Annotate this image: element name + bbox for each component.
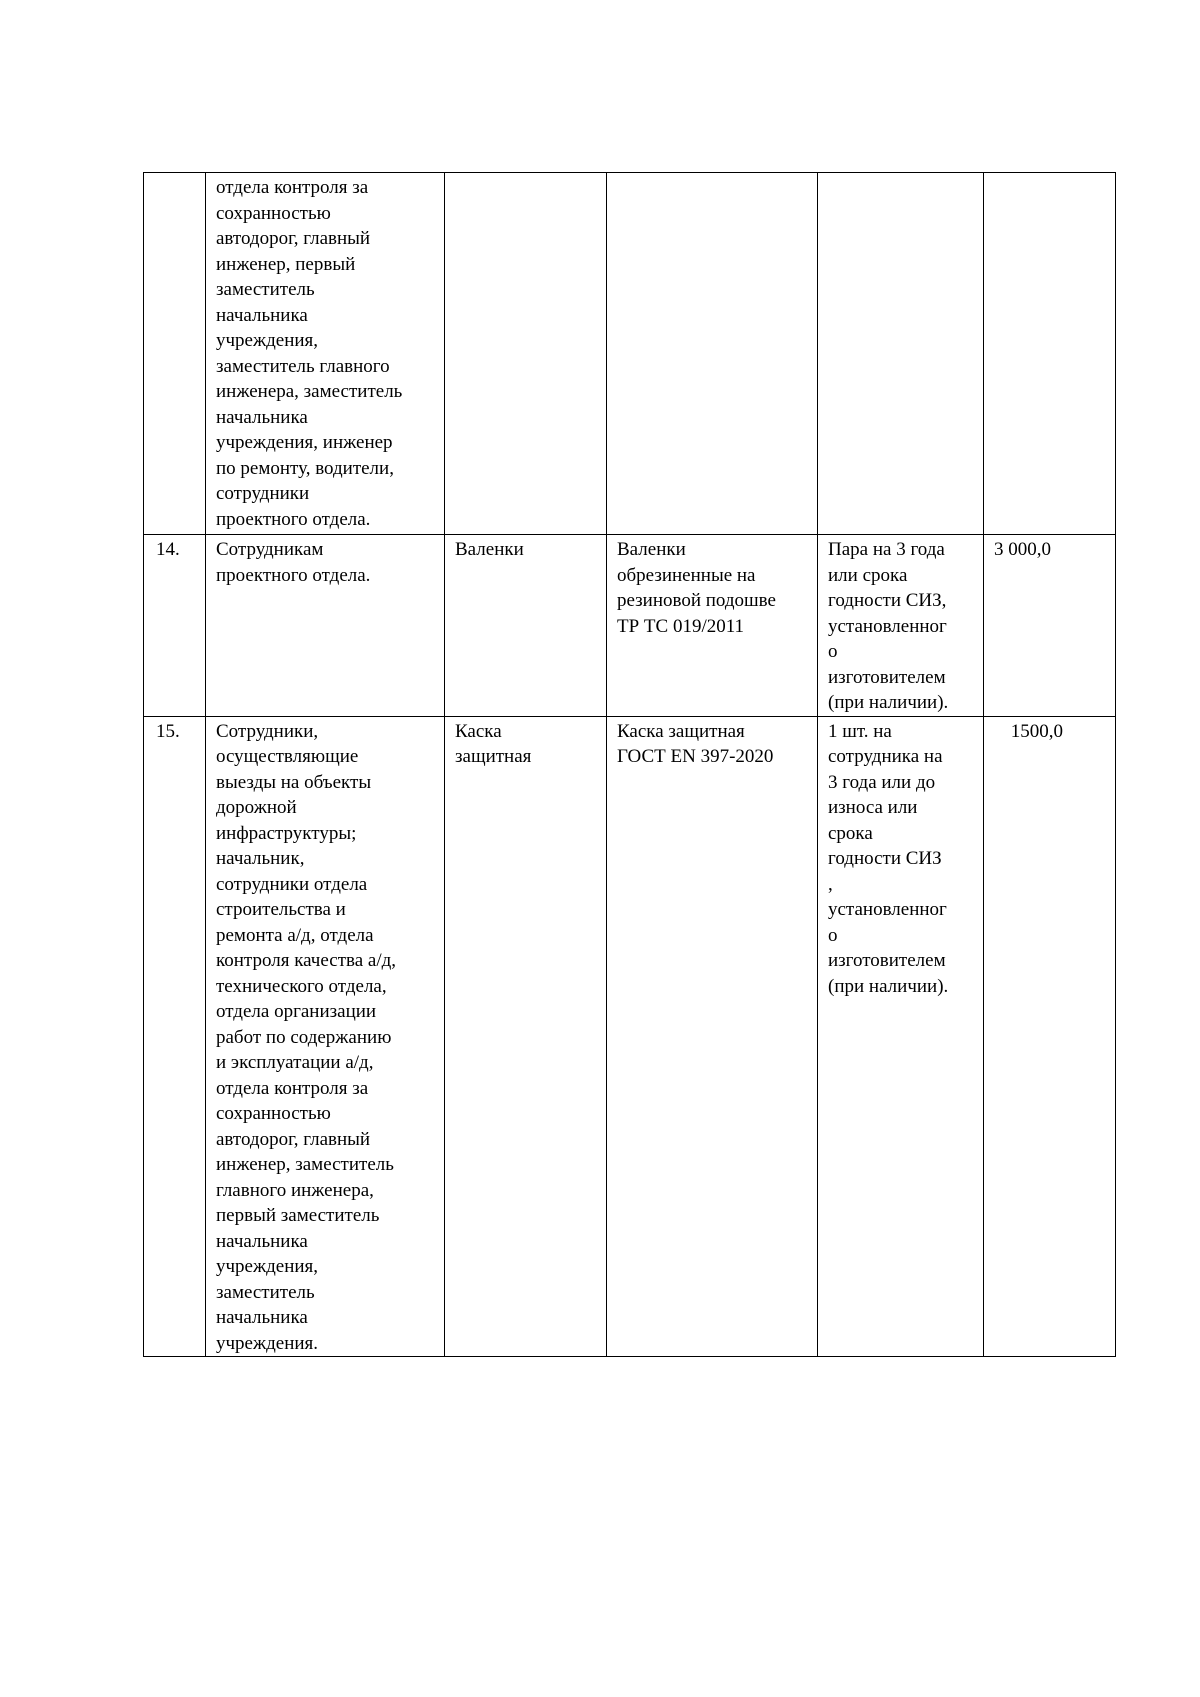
ppe-table bbox=[143, 172, 1116, 1357]
ppe-item: Валенки bbox=[445, 535, 607, 717]
row-number: 14. bbox=[144, 535, 206, 717]
table-row bbox=[144, 535, 1116, 717]
price: 3 000,0 bbox=[984, 535, 1116, 717]
employee-category: Сотрудники, осуществляющие выезды на объекты дорожной инфраструктуры; начальник, сотрудники отдела строительства и ремонта а/д, отдела контроля качества а/д, технического отдела, отдела организации работ по содержанию и эксплуатации а/д, отдела контроля за сохранностью автодорог, главный инженер, заместитель главного инженера, первый заместитель начальника учреждения, заместитель начальника учреждения. bbox=[206, 716, 445, 1357]
ppe-description: Каска защитная ГОСТ EN 397-2020 bbox=[607, 716, 818, 1357]
employee-category: отдела контроля за сохранностью автодорог, главный инженер, первый заместитель начальника учреждения, заместитель главного инженера, заместитель начальника учреждения, инженер по ремонту, водители, сотрудники проектного отдела. bbox=[206, 173, 445, 535]
row-number: 15. bbox=[144, 716, 206, 1357]
ppe-item bbox=[445, 173, 607, 535]
issue-norm: Пара на 3 года или срока годности СИЗ, установленног о изготовителем (при наличии). bbox=[818, 535, 984, 717]
ppe-description bbox=[607, 173, 818, 535]
price bbox=[984, 173, 1116, 535]
table-row bbox=[144, 173, 1116, 535]
row-number bbox=[144, 173, 206, 535]
table-row bbox=[144, 716, 1116, 1357]
ppe-item: Каска защитная bbox=[445, 716, 607, 1357]
ppe-description: Валенки обрезиненные на резиновой подошве ТР ТС 019/2011 bbox=[607, 535, 818, 717]
price: 1500,0 bbox=[984, 716, 1116, 1357]
employee-category: Сотрудникам проектного отдела. bbox=[206, 535, 445, 717]
issue-norm: 1 шт. на сотрудника на 3 года или до износа или срока годности СИЗ , установленног о изготовителем (при наличии). bbox=[818, 716, 984, 1357]
issue-norm bbox=[818, 173, 984, 535]
